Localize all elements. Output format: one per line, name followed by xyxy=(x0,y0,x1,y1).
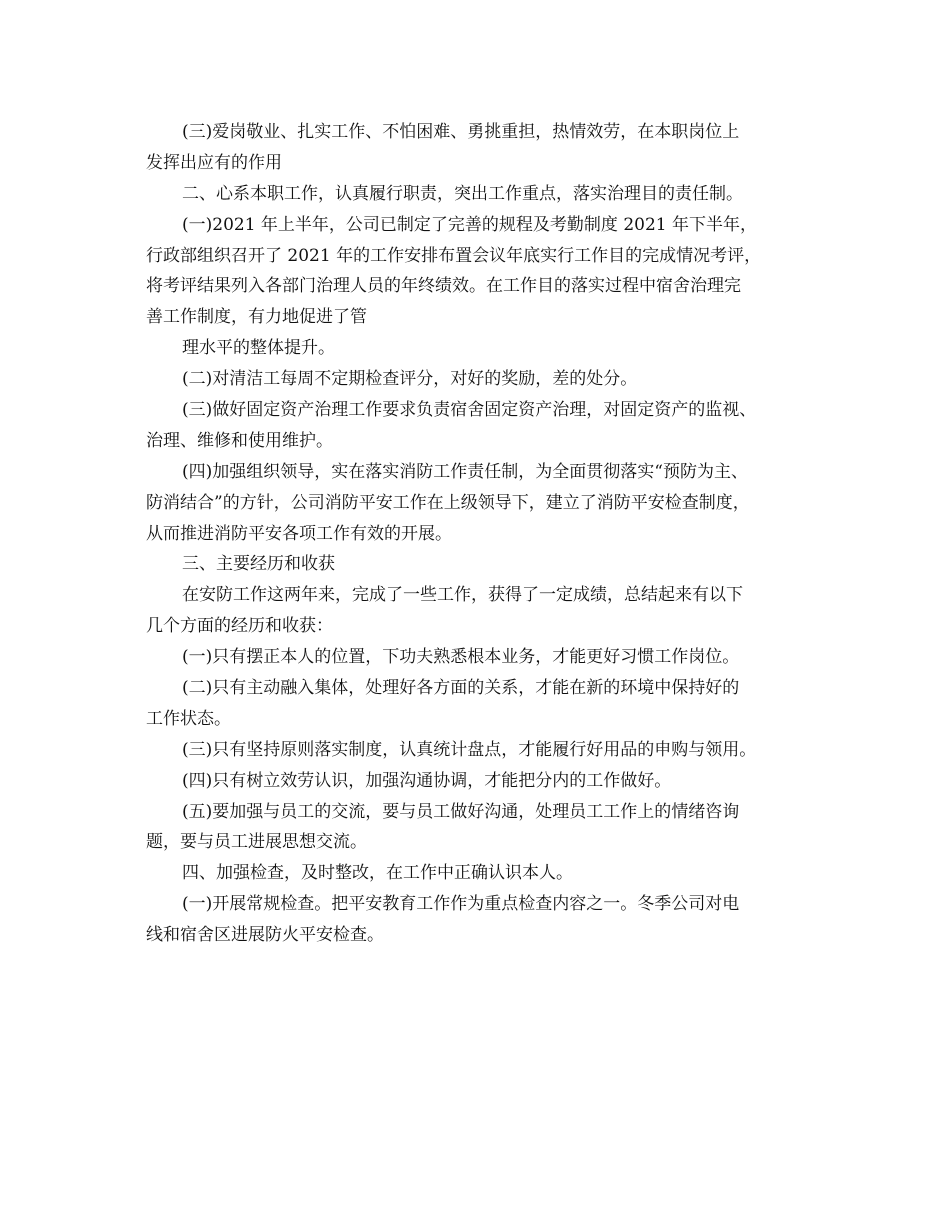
text-line: 行政部组织召开了 2021 年的工作安排布置会议年底实行工作目的完成情况考评， xyxy=(146,245,762,266)
document-body xyxy=(146,117,810,951)
text-line: 发挥出应有的作用 xyxy=(146,152,282,173)
text-line: 几个方面的经历和收获： xyxy=(146,616,333,637)
text-line: 在安防工作这两年来，完成了一些工作，获得了一定成绩，总结起来有以下 xyxy=(182,585,743,606)
text-line: (三)爱岗敬业、扎实工作、不怕困难、勇挑重担，热情效劳，在本职岗位上 xyxy=(182,122,740,142)
text-line: (一)2021 年上半年，公司已制定了完善的规程及考勤制度 2021 年下半年， xyxy=(182,214,758,235)
text-line: 线和宿舍区进展防火平安检查。 xyxy=(146,925,384,946)
text-line: (一)开展常规检查。把平安教育工作作为重点检查内容之一。冬季公司对电 xyxy=(182,894,740,915)
text-line: 防消结合”的方针，公司消防平安工作在上级领导下，建立了消防平安检查制度， xyxy=(146,492,750,513)
text-line: 善工作制度，有力地促进了管 xyxy=(146,307,367,328)
text-line: 二、心系本职工作，认真履行职责，突出工作重点，落实治理目的责任制。 xyxy=(182,183,743,204)
text-line: 治理、维修和使用维护。 xyxy=(146,430,333,451)
text-line: 将考评结果列入各部门治理人员的年终绩效。在工作目的落实过程中宿舍治理完 xyxy=(146,276,741,297)
text-line: 题，要与员工进展思想交流。 xyxy=(146,832,367,853)
text-line: (一)只有摆正本人的位置，下功夫熟悉根本业务，才能更好习惯工作岗位。 xyxy=(182,647,740,668)
text-line: (四)只有树立效劳认识，加强沟通协调，才能把分内的工作做好。 xyxy=(182,770,672,791)
text-line: 从而推进消防平安各项工作有效的开展。 xyxy=(146,523,452,544)
text-line: (二)对清洁工每周不定期检查评分，对好的奖励，差的处分。 xyxy=(182,369,638,390)
text-line: (三)做好固定资产治理工作要求负责宿舍固定资产治理，对固定资产的监视、 xyxy=(182,400,757,421)
text-line: 理水平的整体提升。 xyxy=(182,338,335,359)
text-line: 四、加强检查，及时整改，在工作中正确认识本人。 xyxy=(182,863,573,884)
text-line: 工作状态。 xyxy=(146,708,231,729)
text-line: (五)要加强与员工的交流，要与员工做好沟通，处理员工工作上的情绪咨询 xyxy=(182,801,740,822)
text-line: (二)只有主动融入集体，处理好各方面的关系，才能在新的环境中保持好的 xyxy=(182,678,740,699)
text-line: (四)加强组织领导，实在落实消防工作责任制，为全面贯彻落实“预防为主、 xyxy=(182,461,748,482)
text-line: 三、主要经历和收获 xyxy=(182,554,335,575)
text-line: (三)只有坚持原则落实制度，认真统计盘点，才能履行好用品的申购与领用。 xyxy=(182,739,757,760)
